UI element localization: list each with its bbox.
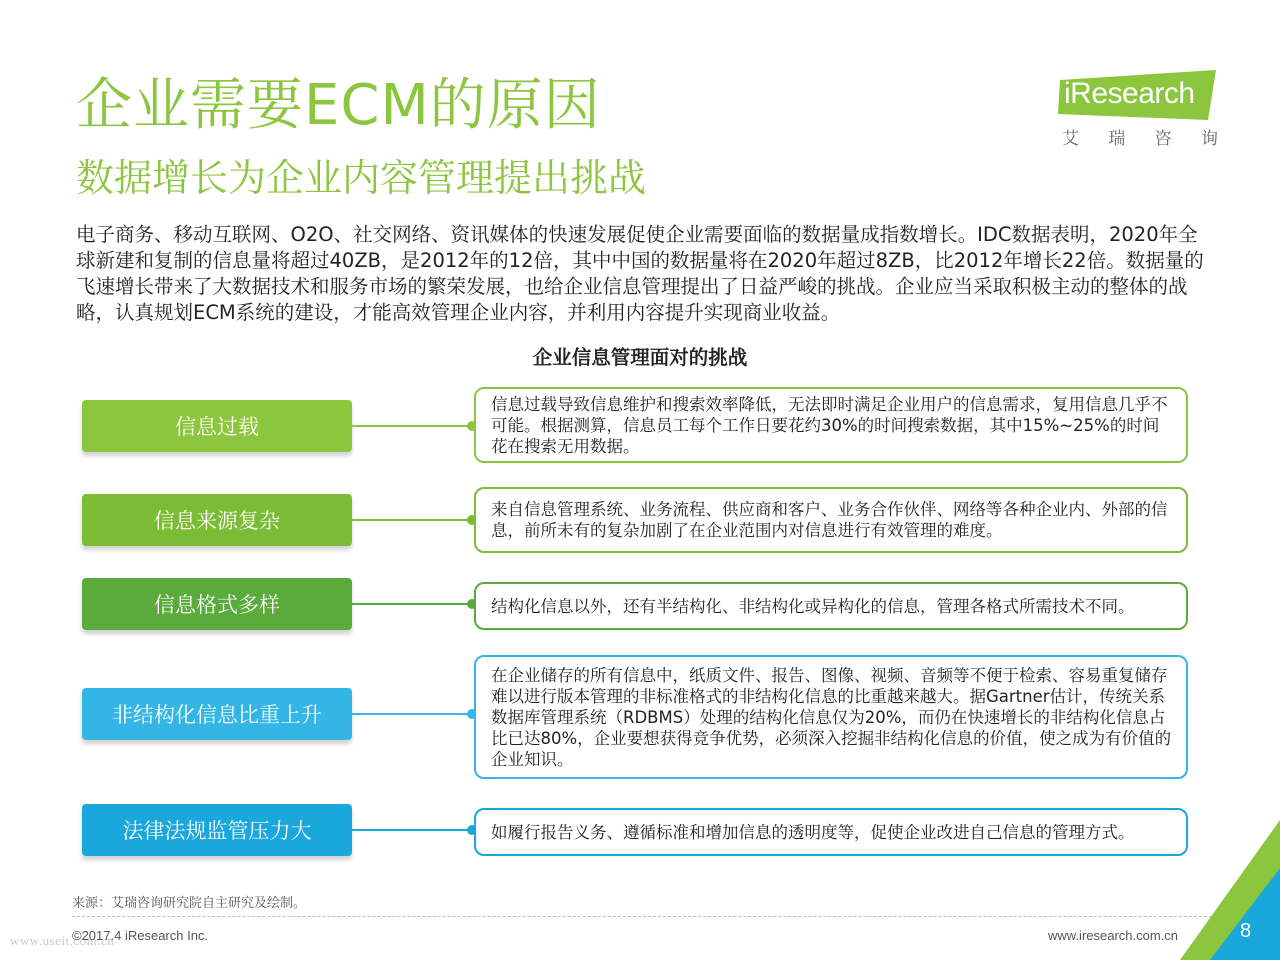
intro-paragraph: 电子商务、移动互联网、O2O、社交网络、资讯媒体的快速发展促使企业需要面临的数据量成指数增长。IDC数据表明，2020年全球新建和复制的信息量将超过40ZB，是2012年的12倍，其中中国的数据量将在2020年超过8ZB，比2012年增长22倍。数据量的飞速增长带来了大数据技术和服务市场的繁荣发展，也给企业信息管理提出了日益严峻的挑战。企业应当采取积极主动的整体的战略，认真规划ECM系统的建设，才能高效管理企业内容，并利用内容提升实现商业收益。 <box>76 223 1204 324</box>
logo-cn-char: 询 <box>1200 129 1218 149</box>
description-text: 信息过载导致信息维护和搜索效率降低，无法即时满足企业用户的信息需求，复用信息几乎不可能。根据测算，信息员工每个工作日要花约30%的时间搜索数据，其中15%~25%的时间花在搜索无用数据。 <box>491 394 1168 456</box>
logo-text: iResearch <box>1064 77 1195 110</box>
page-number: 8 <box>1240 920 1252 942</box>
challenge-label-overload: 信息过载 <box>82 400 352 452</box>
connector-line <box>352 519 474 521</box>
copyright: ©2017.4 iResearch Inc. <box>72 928 209 943</box>
challenge-description-formats <box>474 582 1188 630</box>
connector-line <box>352 425 474 427</box>
iresearch-logo <box>1058 68 1218 152</box>
logo-cn-char: 艾 <box>1062 129 1079 149</box>
footer-url: www.iresearch.com.cn <box>1048 928 1179 943</box>
challenge-label-sources: 信息来源复杂 <box>82 494 352 546</box>
connector-line <box>352 713 474 715</box>
connector-line <box>352 829 474 831</box>
source-note: 来源：艾瑞咨询研究院自主研究及绘制。 <box>72 896 307 911</box>
logo-cn-char: 瑞 <box>1108 129 1126 149</box>
challenge-description-overload <box>474 387 1188 463</box>
description-text: 如履行报告义务、遵循标准和增加信息的透明度等，促使企业改进自己信息的管理方式。 <box>491 822 1135 842</box>
challenge-label-unstructured: 非结构化信息比重上升 <box>82 688 352 740</box>
logo-cn-char: 咨 <box>1154 129 1172 149</box>
logo-cn-text <box>1062 124 1218 149</box>
challenge-label-formats: 信息格式多样 <box>82 578 352 630</box>
challenge-description-unstructured <box>474 655 1188 779</box>
section-title: 企业信息管理面对的挑战 <box>532 346 748 369</box>
footer-divider <box>72 916 1212 917</box>
challenge-label-regulation: 法律法规监管压力大 <box>82 804 352 856</box>
description-text: 在企业储存的所有信息中，纸质文件、报告、图像、视频、音频等不便于检索、容易重复储存难以进行版本管理的非标准格式的非结构化信息的比重越来越大。据Gartner估计，传统关系数据库管理系统（RDBMS）处理的结构化信息仅为20%，而仍在快速增长的非结构化信息占比已达80%，企业要想获得竞争优势，必须深入挖掘非结构化信息的价值，使之成为有价值的企业知识。 <box>491 665 1172 769</box>
watermark: www.useit.com.cn <box>10 933 115 948</box>
challenge-description-sources <box>474 487 1188 553</box>
corner-decoration-icon <box>1180 820 1280 960</box>
page-title: 企业需要ECM的原因 <box>76 73 601 138</box>
challenge-description-regulation <box>474 808 1188 856</box>
description-text: 结构化信息以外，还有半结构化、非结构化或异构化的信息，管理各格式所需技术不同。 <box>491 596 1135 616</box>
description-text: 来自信息管理系统、业务流程、供应商和客户、业务合作伙伴、网络等各种企业内、外部的信息，前所未有的复杂加剧了在企业范围内对信息进行有效管理的难度。 <box>491 500 1168 540</box>
page-subtitle: 数据增长为企业内容管理提出挑战 <box>76 156 647 200</box>
connector-line <box>352 603 474 605</box>
